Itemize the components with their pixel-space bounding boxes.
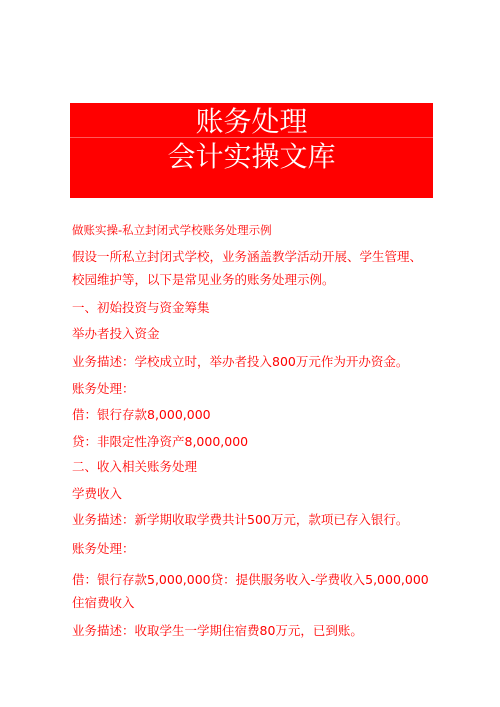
title-banner bbox=[70, 103, 433, 198]
business-description: 业务描述：新学期收取学费共计500万元，款项已存入银行。 bbox=[72, 512, 409, 527]
subsection-heading: 住宿费收入 bbox=[72, 595, 135, 610]
business-description: 业务描述：收取学生一学期住宿费80万元，已到账。 bbox=[72, 623, 363, 638]
banner-divider bbox=[70, 137, 433, 138]
banner-subtitle: 会计实操文库 bbox=[167, 140, 336, 173]
journal-entry: 借：银行存款5,000,000贷：提供服务收入-学费收入5,000,000 bbox=[72, 572, 429, 587]
debit-entry: 借：银行存款8,000,000 bbox=[72, 407, 211, 422]
section-heading: 二、收入相关账务处理 bbox=[72, 459, 198, 474]
document-heading: 做账实操-私立封闭式学校账务处理示例 bbox=[72, 223, 272, 237]
section-heading: 一、初始投资与资金筹集 bbox=[72, 300, 210, 315]
banner-title: 账务处理 bbox=[195, 105, 308, 138]
business-description: 业务描述：学校成立时，举办者投入800万元作为开办资金。 bbox=[72, 354, 409, 369]
subsection-heading: 学费收入 bbox=[72, 486, 123, 501]
subsection-heading: 举办者投入资金 bbox=[72, 326, 160, 341]
credit-entry: 贷：非限定性净资产8,000,000 bbox=[72, 434, 249, 449]
accounting-label: 账务处理： bbox=[72, 381, 135, 396]
paragraph-line: 假设一所私立封闭式学校，业务涵盖教学活动开展、学生管理、 bbox=[72, 249, 423, 264]
accounting-label: 账务处理： bbox=[72, 541, 135, 556]
paragraph-line: 校园维护等，以下是常见业务的账务处理示例。 bbox=[72, 272, 335, 287]
